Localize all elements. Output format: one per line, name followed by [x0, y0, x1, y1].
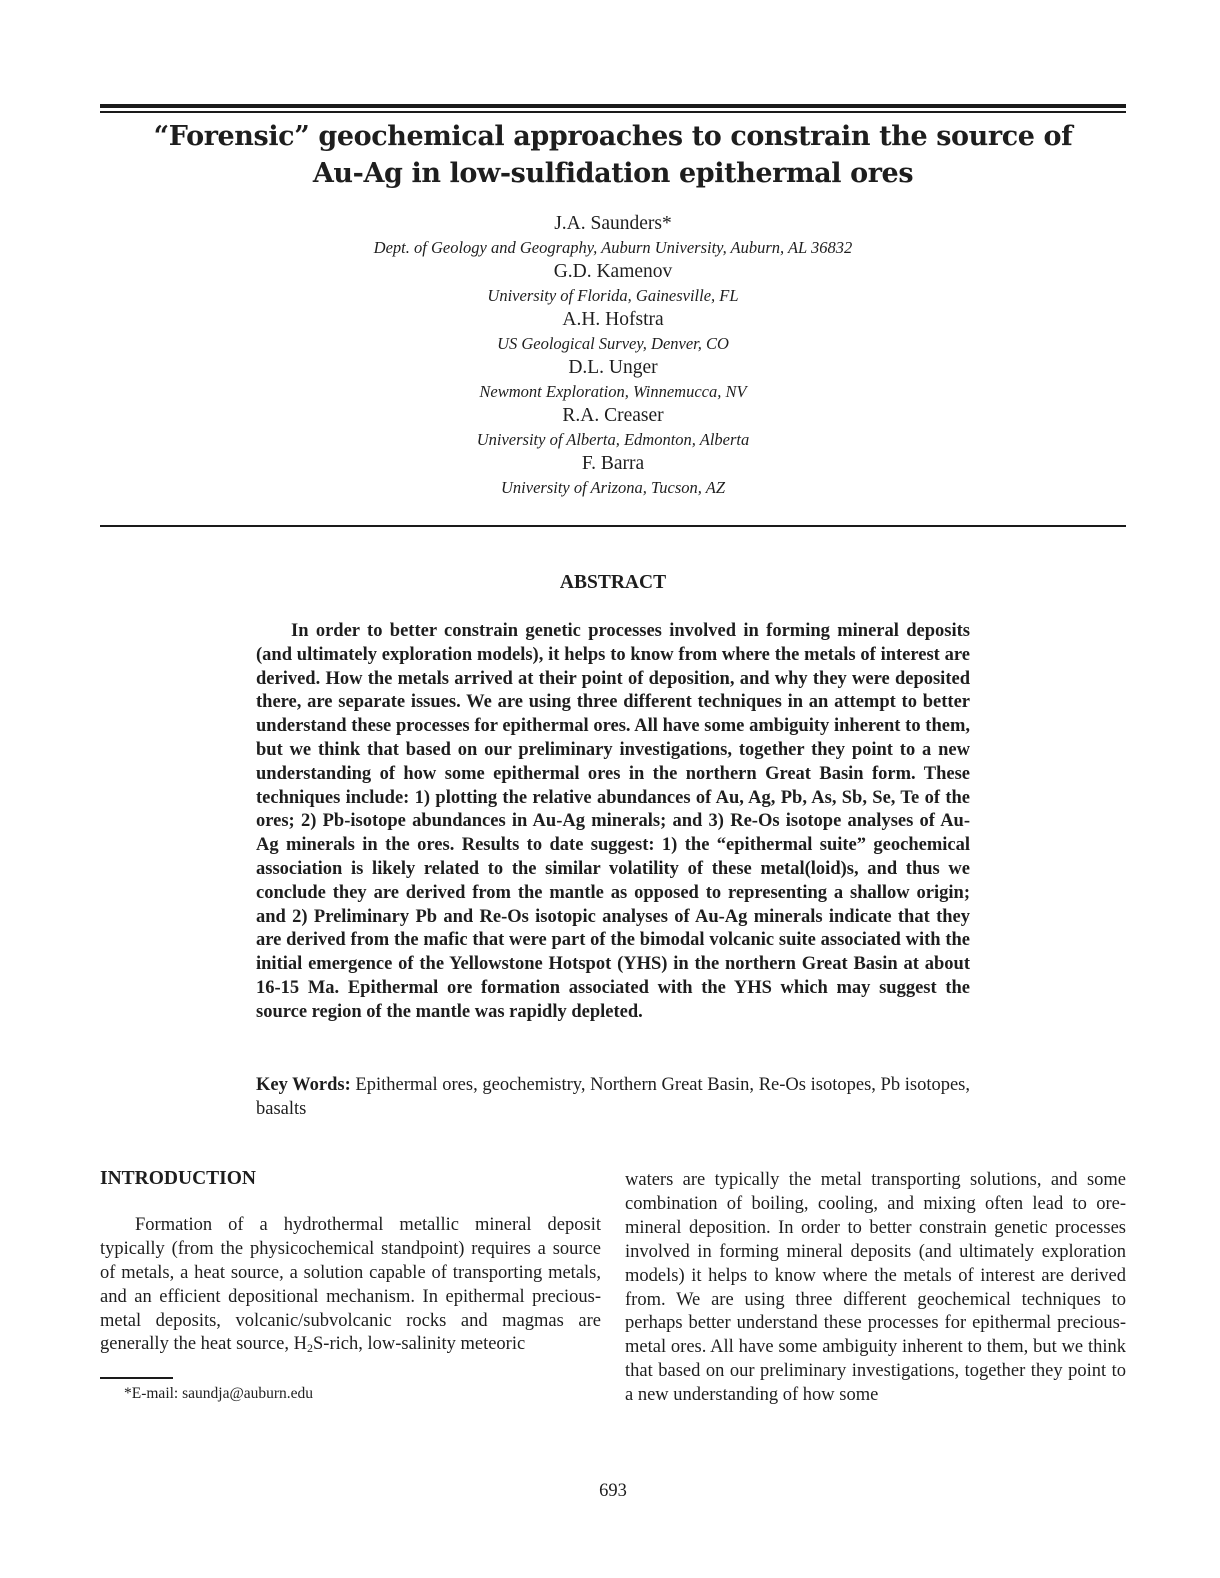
abstract-heading: ABSTRACT	[559, 572, 667, 593]
keywords-label: Key Words:	[256, 1075, 351, 1095]
paper-title	[100, 118, 1126, 192]
author-affiliation: University of Alberta, Edmonton, Alberta	[476, 430, 750, 449]
title-rule-thin	[100, 111, 1126, 113]
left-column	[100, 1167, 601, 1357]
header-divider	[100, 525, 1126, 527]
author-name: R.A. Creaser	[562, 405, 664, 426]
title-rule-thick	[100, 104, 1126, 108]
author-name: A.H. Hofstra	[562, 309, 664, 330]
keywords	[256, 1073, 970, 1121]
author-name: F. Barra	[581, 453, 645, 474]
footnote-rule	[100, 1377, 173, 1379]
author-affiliation: University of Florida, Gainesville, FL	[487, 286, 739, 305]
page-number: 693	[599, 1481, 627, 1501]
introduction-heading: INTRODUCTION	[100, 1168, 257, 1189]
author-list	[100, 212, 1126, 500]
author-name: G.D. Kamenov	[553, 261, 673, 282]
introduction-paragraph	[100, 1214, 601, 1357]
author-affiliation: US Geological Survey, Denver, CO	[497, 334, 729, 353]
author-affiliation: Dept. of Geology and Geography, Auburn University, Auburn, AL 36832	[373, 238, 853, 257]
keywords-text: Epithermal ores, geochemistry, Northern Great Basin, Re-Os isotopes, Pb isotopes, basalts	[256, 1075, 970, 1119]
abstract-body	[256, 620, 970, 1025]
subscript-2: 2	[307, 1341, 314, 1356]
author-affiliation: University of Arizona, Tucson, AZ	[501, 478, 725, 497]
abstract-text: In order to better constrain genetic processes involved in forming mineral deposits (and ultimately exploration models), it helps to know from where the metals of interest are derived. How the metals arrived at their point of deposition, and why they were deposited there, are separate issues. We are using three different techniques in an attempt to better understand these processes for epithermal ores. All have some ambiguity inherent to them, but we think that based on our preliminary investigations, together they point to a new understanding of how some epithermal ores in the northern Great Basin form. These techniques include: 1) plotting the relative abundances of Au, Ag, Pb, As, Sb, Se, Te of the ores; 2) Pb-isotope abundances in Au-Ag minerals; and 3) Re-Os isotope analyses of Au-Ag minerals in the ores. Results to date suggest: 1) the “epithermal suite” geochemical association is likely related to the similar volatility of these metal(loid)s, and thus we conclude they are derived from the mantle as opposed to representing a shallow origin; and 2) Preliminary Pb and Re-Os isotopic analyses of Au-Ag minerals indicate that they are derived from the mafic that were part of the bimodal volcanic suite associated with the initial emergence of the Yellowstone Hotspot (YHS) in the northern Great Basin at about 16-15 Ma. Epithermal ore formation associated with the YHS which may suggest the source region of the mantle was rapidly depleted.	[256, 621, 970, 1022]
intro-text-part-1: Formation of a hydrothermal metallic mineral deposit typically (from the physicochemical standpoint) requires a source of metals, a heat source, a solution capable of transporting metals, and an efficient depositional mechanism. In epithermal precious-metal deposits, volcanic/subvolcanic rocks and magmas are generally the heat source, H	[100, 1214, 601, 1355]
author-name: D.L. Unger	[568, 357, 658, 378]
right-column	[625, 1169, 1126, 1408]
author-name: J.A. Saunders*	[554, 213, 672, 234]
title-line-2: Au-Ag in low-sulfidation epithermal ores	[312, 158, 914, 189]
intro-text-part-2: S-rich, low-salinity meteoric	[313, 1334, 526, 1355]
author-affiliation: Newmont Exploration, Winnemucca, NV	[479, 382, 747, 401]
title-line-1: “Forensic” geochemical approaches to constrain the source of	[153, 121, 1073, 152]
footnote-email: *E-mail: saundja@auburn.edu	[124, 1385, 314, 1402]
introduction-continued: waters are typically the metal transporting solutions, and some combination of boiling, cooling, and mixing often lead to ore-mineral deposition. In order to better constrain genetic processes involved in forming mineral deposits (and ultimately exploration models) it helps to know where the metals of interest are derived from. We are using three different geochemical techniques to perhaps better understand these processes for epithermal precious-metal ores. All have some ambiguity inherent to them, but we think that based on our preliminary investigations, together they point to a new understanding of how some	[625, 1170, 1126, 1406]
